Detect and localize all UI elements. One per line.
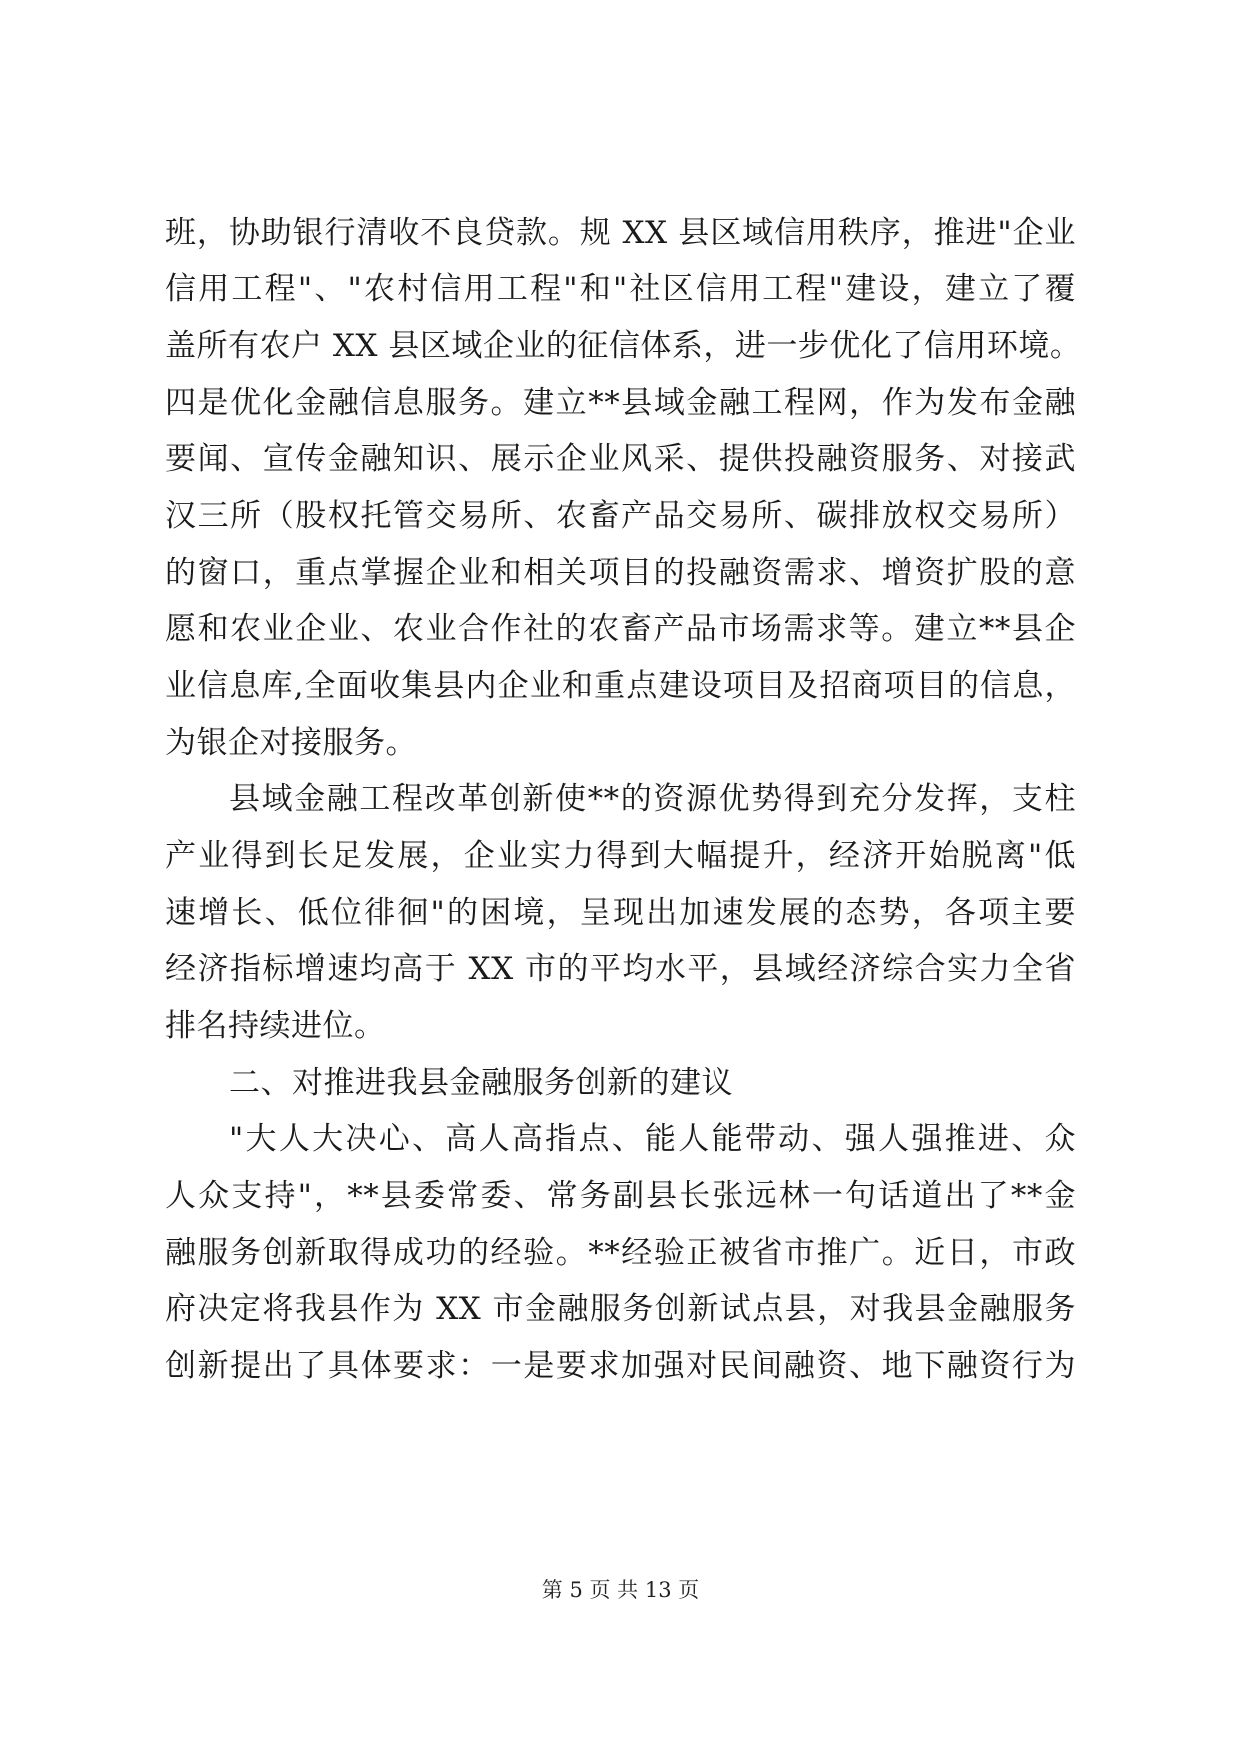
section-heading: 二、对推进我县金融服务创新的建议 bbox=[229, 1065, 733, 1101]
text-line: 盖所有农户 XX 县区域企业的征信体系，进一步优化了信用环境。 bbox=[165, 328, 1082, 364]
text-line: 汉三所（股权托管交易所、农畜产品交易所、碳排放权交易所） bbox=[165, 498, 1076, 534]
text-line: 融服务创新取得成功的经验。**经验正被省市推广。近日，市政 bbox=[165, 1235, 1076, 1271]
text-line: 经济指标增速均高于 XX 市的平均水平，县域经济综合实力全省 bbox=[165, 951, 1076, 987]
text-line: 四是优化金融信息服务。建立**县域金融工程网，作为发布金融 bbox=[165, 385, 1076, 421]
text-line: 要闻、宣传金融知识、展示企业风采、提供投融资服务、对接武 bbox=[165, 441, 1076, 477]
text-line: 排名持续进位。 bbox=[165, 1008, 386, 1044]
text-line: 的窗口，重点掌握企业和相关项目的投融资需求、增资扩股的意 bbox=[165, 555, 1076, 591]
paragraph-first-line: "大人大决心、高人高指点、能人能带动、强人强推进、众 bbox=[229, 1121, 1076, 1157]
text-line: 业信息库,全面收集县内企业和重点建设项目及招商项目的信息， bbox=[165, 668, 1076, 704]
text-line: 创新提出了具体要求：一是要求加强对民间融资、地下融资行为 bbox=[165, 1348, 1076, 1384]
text-line: 班，协助银行清收不良贷款。规 XX 县区域信用秩序，推进"企业 bbox=[165, 215, 1076, 251]
text-line: 人众支持"，**县委常委、常务副县长张远林一句话道出了**金 bbox=[165, 1178, 1076, 1214]
text-line: 愿和农业企业、农业合作社的农畜产品市场需求等。建立**县企 bbox=[165, 611, 1076, 647]
text-line: 为银企对接服务。 bbox=[165, 725, 417, 761]
paragraph-first-line: 县域金融工程改革创新使**的资源优势得到充分发挥，支柱 bbox=[229, 781, 1076, 817]
text-line: 产业得到长足发展，企业实力得到大幅提升，经济开始脱离"低 bbox=[165, 838, 1076, 874]
page-number-footer: 第 5 页 共 13 页 bbox=[541, 1578, 700, 1602]
text-line: 信用工程"、"农村信用工程"和"社区信用工程"建设，建立了覆 bbox=[165, 271, 1076, 307]
text-line: 府决定将我县作为 XX 市金融服务创新试点县，对我县金融服务 bbox=[165, 1291, 1076, 1327]
text-line: 速增长、低位徘徊"的困境，呈现出加速发展的态势，各项主要 bbox=[165, 895, 1076, 931]
